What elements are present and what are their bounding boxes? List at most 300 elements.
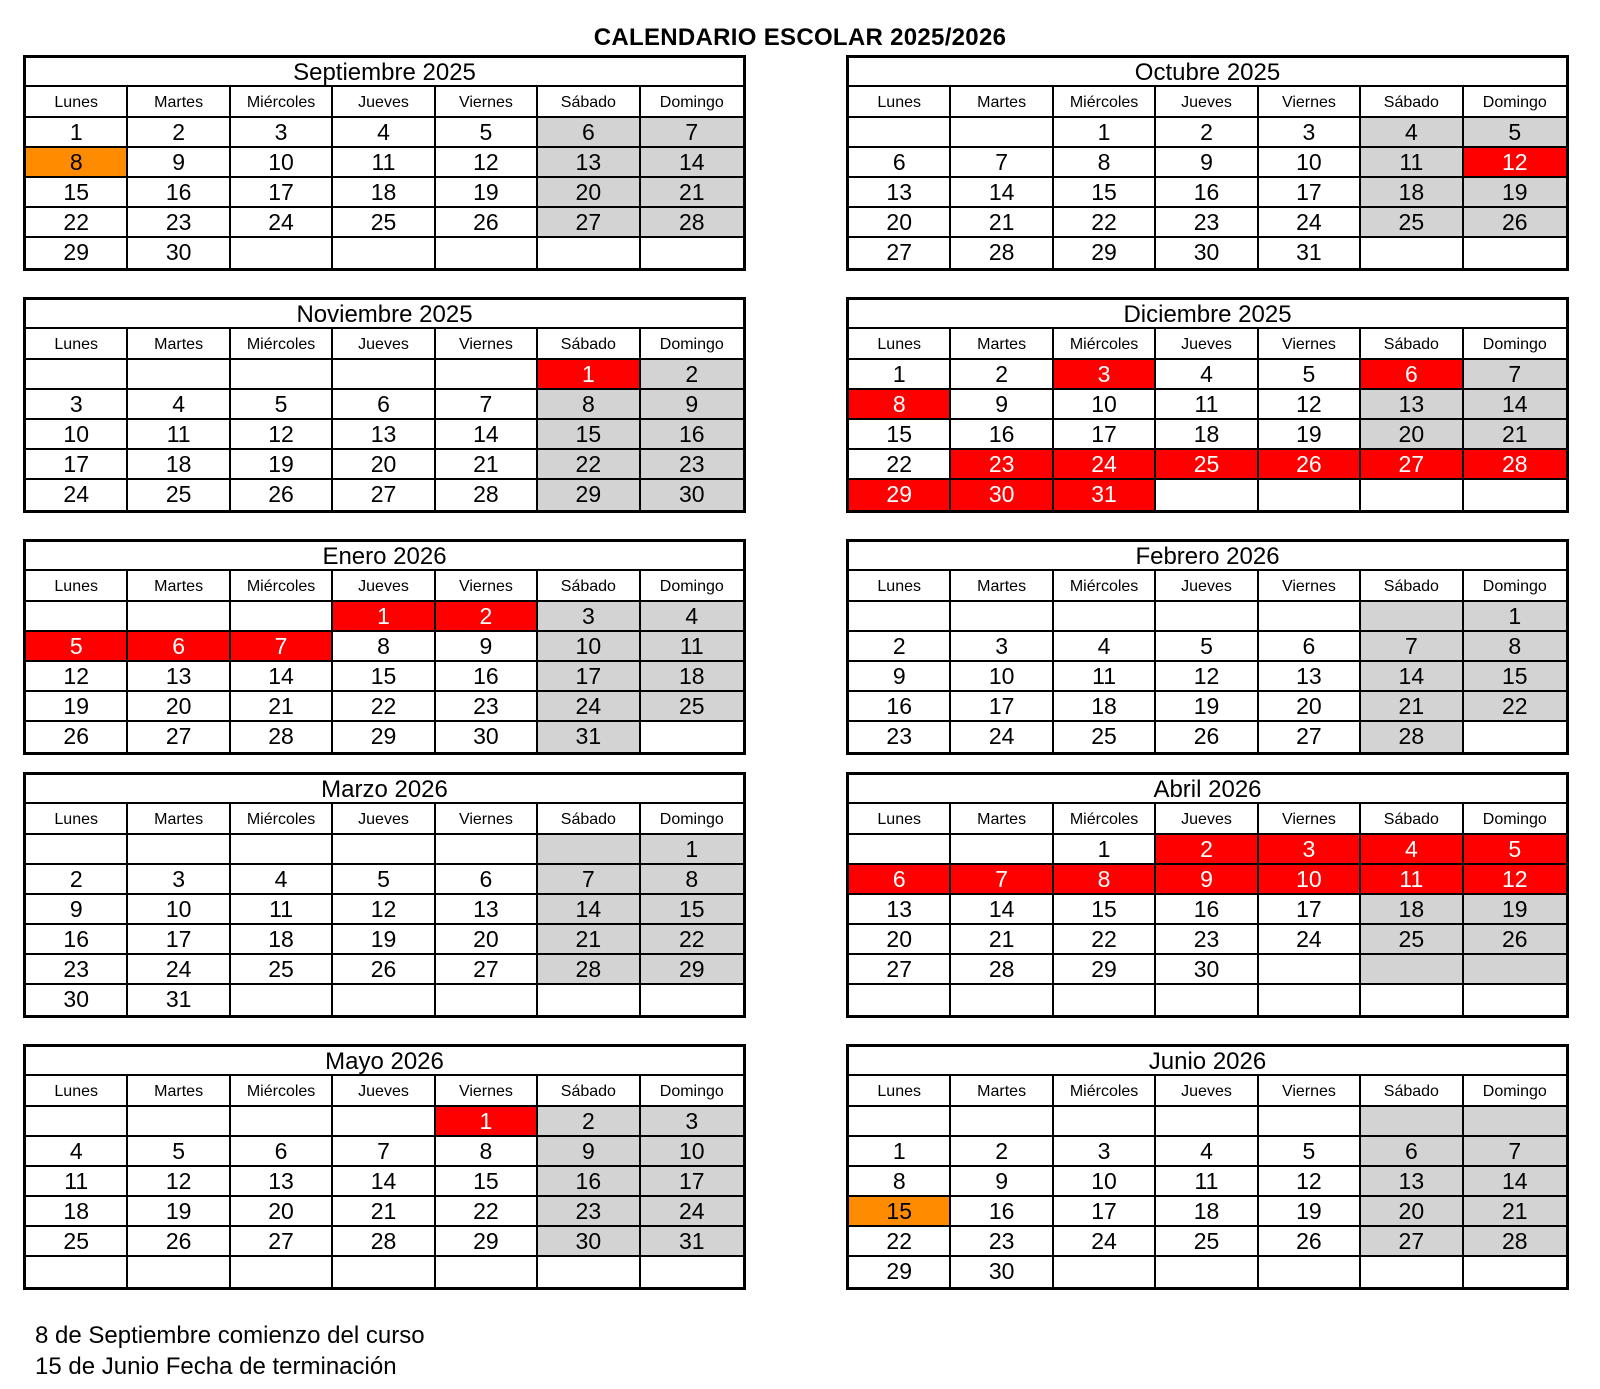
day-cell: 4 <box>1054 632 1156 662</box>
day-cell: 11 <box>1361 865 1463 895</box>
day-cell: 19 <box>1259 1197 1361 1227</box>
day-cell: 5 <box>333 865 435 895</box>
day-cell: 12 <box>26 662 128 692</box>
day-cell: 30 <box>1156 238 1258 268</box>
weekday-header: Martes <box>128 329 230 360</box>
day-cell: 19 <box>26 692 128 722</box>
day-cell: 4 <box>1361 835 1463 865</box>
weekday-header: Domingo <box>1464 87 1566 118</box>
weekday-header: Viernes <box>1259 329 1361 360</box>
day-cell: 3 <box>641 1107 743 1137</box>
day-cell: 6 <box>849 865 951 895</box>
month-days-grid <box>849 329 1566 510</box>
day-cell: 16 <box>1156 178 1258 208</box>
day-cell: 16 <box>26 925 128 955</box>
day-cell: 4 <box>333 118 435 148</box>
day-cell: 9 <box>641 390 743 420</box>
day-cell: 28 <box>436 480 538 510</box>
day-cell: 23 <box>849 722 951 752</box>
day-cell: 15 <box>1464 662 1566 692</box>
month-10 <box>846 1044 1569 1290</box>
day-cell: 23 <box>1156 925 1258 955</box>
day-cell: 3 <box>538 602 640 632</box>
empty-cell <box>436 238 538 268</box>
weekday-header: Jueves <box>333 804 435 835</box>
empty-cell <box>1156 1107 1258 1137</box>
empty-cell <box>849 835 951 865</box>
day-cell: 1 <box>1054 118 1156 148</box>
empty-cell <box>1464 1257 1566 1287</box>
day-cell: 12 <box>1156 662 1258 692</box>
day-cell: 19 <box>333 925 435 955</box>
month-name: Febrero 2026 <box>849 542 1566 571</box>
day-cell: 19 <box>1259 420 1361 450</box>
weekday-header: Martes <box>128 87 230 118</box>
month-name: Enero 2026 <box>26 542 743 571</box>
day-cell: 28 <box>641 208 743 238</box>
day-cell: 30 <box>951 1257 1053 1287</box>
weekday-header: Viernes <box>1259 87 1361 118</box>
month-days-grid <box>26 1076 743 1287</box>
day-cell: 14 <box>1464 390 1566 420</box>
day-cell: 20 <box>849 208 951 238</box>
day-cell: 1 <box>436 1107 538 1137</box>
weekday-header: Lunes <box>26 1076 128 1107</box>
day-cell: 18 <box>26 1197 128 1227</box>
day-cell: 29 <box>1054 238 1156 268</box>
day-cell: 5 <box>436 118 538 148</box>
day-cell: 29 <box>849 480 951 510</box>
day-cell: 5 <box>128 1137 230 1167</box>
day-cell: 21 <box>231 692 333 722</box>
day-cell: 15 <box>26 178 128 208</box>
day-cell: 1 <box>849 1137 951 1167</box>
day-cell: 3 <box>128 865 230 895</box>
day-cell: 13 <box>231 1167 333 1197</box>
empty-cell <box>1259 602 1361 632</box>
weekday-header: Miércoles <box>1054 329 1156 360</box>
empty-cell <box>231 835 333 865</box>
weekday-header: Jueves <box>333 1076 435 1107</box>
day-cell: 4 <box>1361 118 1463 148</box>
day-cell: 14 <box>538 895 640 925</box>
day-cell: 1 <box>1054 835 1156 865</box>
weekday-header: Jueves <box>1156 804 1258 835</box>
day-cell: 8 <box>1464 632 1566 662</box>
weekday-header: Jueves <box>333 329 435 360</box>
day-cell: 17 <box>1054 420 1156 450</box>
day-cell: 30 <box>951 480 1053 510</box>
weekday-header: Domingo <box>641 87 743 118</box>
weekday-header: Lunes <box>26 87 128 118</box>
day-cell: 13 <box>1361 390 1463 420</box>
day-cell: 28 <box>333 1227 435 1257</box>
empty-cell <box>1361 955 1463 985</box>
day-cell: 27 <box>538 208 640 238</box>
day-cell: 14 <box>1464 1167 1566 1197</box>
day-cell: 16 <box>538 1167 640 1197</box>
day-cell: 12 <box>1464 865 1566 895</box>
note-end: 15 de Junio Fecha de terminación <box>35 1353 397 1380</box>
weekday-header: Sábado <box>1361 87 1463 118</box>
day-cell: 22 <box>436 1197 538 1227</box>
day-cell: 8 <box>333 632 435 662</box>
day-cell: 6 <box>1361 1137 1463 1167</box>
day-cell: 18 <box>1361 895 1463 925</box>
day-cell: 22 <box>849 450 951 480</box>
weekday-header: Lunes <box>26 571 128 602</box>
day-cell: 24 <box>1259 925 1361 955</box>
weekday-header: Domingo <box>1464 571 1566 602</box>
day-cell: 3 <box>231 118 333 148</box>
day-cell: 11 <box>26 1167 128 1197</box>
day-cell: 22 <box>1054 208 1156 238</box>
day-cell: 1 <box>26 118 128 148</box>
day-cell: 9 <box>951 390 1053 420</box>
empty-cell <box>1361 1107 1463 1137</box>
empty-cell <box>1464 722 1566 752</box>
day-cell: 15 <box>1054 895 1156 925</box>
empty-cell <box>538 985 640 1015</box>
month-days-grid <box>849 87 1566 268</box>
empty-cell <box>951 602 1053 632</box>
day-cell: 18 <box>1156 420 1258 450</box>
empty-cell <box>231 1257 333 1287</box>
day-cell: 23 <box>26 955 128 985</box>
day-cell: 8 <box>1054 865 1156 895</box>
day-cell: 12 <box>333 895 435 925</box>
day-cell: 3 <box>1054 1137 1156 1167</box>
empty-cell <box>849 602 951 632</box>
month-name: Septiembre 2025 <box>26 58 743 87</box>
day-cell: 17 <box>231 178 333 208</box>
month-1 <box>23 55 746 271</box>
day-cell: 29 <box>26 238 128 268</box>
day-cell: 1 <box>641 835 743 865</box>
day-cell: 27 <box>849 955 951 985</box>
day-cell: 21 <box>538 925 640 955</box>
empty-cell <box>128 1257 230 1287</box>
weekday-header: Sábado <box>1361 329 1463 360</box>
weekday-header: Miércoles <box>1054 87 1156 118</box>
day-cell: 24 <box>26 480 128 510</box>
day-cell: 25 <box>1054 722 1156 752</box>
empty-cell <box>128 602 230 632</box>
day-cell: 21 <box>951 925 1053 955</box>
month-5 <box>23 539 746 755</box>
day-cell: 11 <box>128 420 230 450</box>
day-cell: 4 <box>641 602 743 632</box>
day-cell: 24 <box>1259 208 1361 238</box>
weekday-header: Martes <box>951 329 1053 360</box>
day-cell: 5 <box>1464 835 1566 865</box>
day-cell: 6 <box>333 390 435 420</box>
weekday-header: Miércoles <box>231 329 333 360</box>
day-cell: 7 <box>951 148 1053 178</box>
weekday-header: Martes <box>128 571 230 602</box>
day-cell: 13 <box>538 148 640 178</box>
day-cell: 19 <box>436 178 538 208</box>
empty-cell <box>1361 985 1463 1015</box>
day-cell: 26 <box>128 1227 230 1257</box>
day-cell: 5 <box>26 632 128 662</box>
day-cell: 10 <box>231 148 333 178</box>
day-cell: 2 <box>1156 118 1258 148</box>
empty-cell <box>436 835 538 865</box>
day-cell: 18 <box>641 662 743 692</box>
day-cell: 10 <box>128 895 230 925</box>
day-cell: 8 <box>1054 148 1156 178</box>
empty-cell <box>231 1107 333 1137</box>
empty-cell <box>951 985 1053 1015</box>
empty-cell <box>231 602 333 632</box>
day-cell: 6 <box>231 1137 333 1167</box>
empty-cell <box>951 1107 1053 1137</box>
day-cell: 22 <box>1464 692 1566 722</box>
empty-cell <box>1361 602 1463 632</box>
empty-cell <box>849 1107 951 1137</box>
day-cell: 25 <box>1361 208 1463 238</box>
day-cell: 17 <box>641 1167 743 1197</box>
day-cell: 7 <box>1464 1137 1566 1167</box>
day-cell: 10 <box>641 1137 743 1167</box>
day-cell: 16 <box>951 1197 1053 1227</box>
day-cell: 4 <box>128 390 230 420</box>
day-cell: 17 <box>1054 1197 1156 1227</box>
day-cell: 3 <box>1054 360 1156 390</box>
day-cell: 13 <box>333 420 435 450</box>
day-cell: 18 <box>128 450 230 480</box>
day-cell: 24 <box>128 955 230 985</box>
day-cell: 27 <box>128 722 230 752</box>
note-start: 8 de Septiembre comienzo del curso <box>35 1322 425 1349</box>
day-cell: 27 <box>849 238 951 268</box>
empty-cell <box>1156 480 1258 510</box>
day-cell: 16 <box>1156 895 1258 925</box>
day-cell: 11 <box>1054 662 1156 692</box>
day-cell: 20 <box>231 1197 333 1227</box>
month-name: Octubre 2025 <box>849 58 1566 87</box>
empty-cell <box>436 985 538 1015</box>
day-cell: 24 <box>1054 1227 1156 1257</box>
day-cell: 21 <box>641 178 743 208</box>
day-cell: 10 <box>26 420 128 450</box>
weekday-header: Lunes <box>849 571 951 602</box>
empty-cell <box>26 360 128 390</box>
day-cell: 1 <box>1464 602 1566 632</box>
month-days-grid <box>26 87 743 268</box>
day-cell: 29 <box>1054 955 1156 985</box>
empty-cell <box>1054 985 1156 1015</box>
weekday-header: Martes <box>128 804 230 835</box>
day-cell: 6 <box>128 632 230 662</box>
day-cell: 24 <box>1054 450 1156 480</box>
day-cell: 8 <box>641 865 743 895</box>
weekday-header: Jueves <box>1156 87 1258 118</box>
day-cell: 25 <box>128 480 230 510</box>
day-cell: 9 <box>128 148 230 178</box>
day-cell: 16 <box>849 692 951 722</box>
day-cell: 20 <box>128 692 230 722</box>
empty-cell <box>333 238 435 268</box>
day-cell: 28 <box>951 955 1053 985</box>
day-cell: 15 <box>849 1197 951 1227</box>
empty-cell <box>1054 1107 1156 1137</box>
day-cell: 8 <box>538 390 640 420</box>
weekday-header: Miércoles <box>231 1076 333 1107</box>
day-cell: 15 <box>436 1167 538 1197</box>
day-cell: 12 <box>1259 1167 1361 1197</box>
day-cell: 14 <box>641 148 743 178</box>
day-cell: 18 <box>333 178 435 208</box>
day-cell: 16 <box>436 662 538 692</box>
weekday-header: Viernes <box>436 329 538 360</box>
day-cell: 27 <box>436 955 538 985</box>
weekday-header: Domingo <box>641 1076 743 1107</box>
month-name: Abril 2026 <box>849 775 1566 804</box>
day-cell: 26 <box>1464 925 1566 955</box>
weekday-header: Sábado <box>1361 571 1463 602</box>
day-cell: 4 <box>26 1137 128 1167</box>
empty-cell <box>641 985 743 1015</box>
day-cell: 20 <box>436 925 538 955</box>
day-cell: 7 <box>1361 632 1463 662</box>
day-cell: 25 <box>1156 1227 1258 1257</box>
day-cell: 3 <box>1259 835 1361 865</box>
day-cell: 7 <box>231 632 333 662</box>
day-cell: 28 <box>1361 722 1463 752</box>
day-cell: 6 <box>436 865 538 895</box>
page-title: CALENDARIO ESCOLAR 2025/2026 <box>593 24 1007 51</box>
day-cell: 21 <box>1464 1197 1566 1227</box>
empty-cell <box>1259 480 1361 510</box>
day-cell: 1 <box>849 360 951 390</box>
empty-cell <box>1156 1257 1258 1287</box>
day-cell: 7 <box>1464 360 1566 390</box>
day-cell: 9 <box>1156 148 1258 178</box>
empty-cell <box>951 118 1053 148</box>
day-cell: 30 <box>128 238 230 268</box>
day-cell: 13 <box>436 895 538 925</box>
day-cell: 12 <box>436 148 538 178</box>
month-name: Mayo 2026 <box>26 1047 743 1076</box>
weekday-header: Jueves <box>333 571 435 602</box>
empty-cell <box>538 238 640 268</box>
weekday-header: Martes <box>951 571 1053 602</box>
day-cell: 4 <box>231 865 333 895</box>
day-cell: 9 <box>538 1137 640 1167</box>
weekday-header: Viernes <box>436 1076 538 1107</box>
day-cell: 23 <box>1156 208 1258 238</box>
day-cell: 29 <box>436 1227 538 1257</box>
day-cell: 11 <box>1156 1167 1258 1197</box>
empty-cell <box>538 1257 640 1287</box>
month-days-grid <box>26 571 743 752</box>
weekday-header: Domingo <box>641 329 743 360</box>
weekday-header: Lunes <box>26 804 128 835</box>
weekday-header: Lunes <box>849 329 951 360</box>
day-cell: 10 <box>1054 1167 1156 1197</box>
day-cell: 10 <box>1259 148 1361 178</box>
day-cell: 30 <box>641 480 743 510</box>
month-9 <box>23 1044 746 1290</box>
day-cell: 18 <box>231 925 333 955</box>
day-cell: 23 <box>951 1227 1053 1257</box>
empty-cell <box>1464 238 1566 268</box>
day-cell: 2 <box>641 360 743 390</box>
month-name: Junio 2026 <box>849 1047 1566 1076</box>
empty-cell <box>641 1257 743 1287</box>
day-cell: 25 <box>333 208 435 238</box>
weekday-header: Martes <box>951 1076 1053 1107</box>
day-cell: 14 <box>951 895 1053 925</box>
day-cell: 28 <box>231 722 333 752</box>
empty-cell <box>1464 480 1566 510</box>
day-cell: 18 <box>1361 178 1463 208</box>
day-cell: 4 <box>1156 1137 1258 1167</box>
day-cell: 9 <box>1156 865 1258 895</box>
day-cell: 11 <box>231 895 333 925</box>
weekday-header: Domingo <box>641 804 743 835</box>
month-days-grid <box>849 804 1566 1015</box>
weekday-header: Jueves <box>1156 571 1258 602</box>
day-cell: 15 <box>538 420 640 450</box>
empty-cell <box>231 360 333 390</box>
empty-cell <box>538 835 640 865</box>
day-cell: 26 <box>26 722 128 752</box>
weekday-header: Sábado <box>1361 1076 1463 1107</box>
day-cell: 13 <box>128 662 230 692</box>
day-cell: 20 <box>333 450 435 480</box>
day-cell: 15 <box>849 420 951 450</box>
empty-cell <box>641 238 743 268</box>
empty-cell <box>128 835 230 865</box>
day-cell: 31 <box>1259 238 1361 268</box>
day-cell: 18 <box>1054 692 1156 722</box>
day-cell: 19 <box>1156 692 1258 722</box>
day-cell: 14 <box>1361 662 1463 692</box>
weekday-header: Lunes <box>849 804 951 835</box>
empty-cell <box>333 835 435 865</box>
day-cell: 8 <box>26 148 128 178</box>
day-cell: 19 <box>231 450 333 480</box>
empty-cell <box>1259 985 1361 1015</box>
weekday-header: Lunes <box>849 87 951 118</box>
day-cell: 26 <box>333 955 435 985</box>
day-cell: 9 <box>26 895 128 925</box>
day-cell: 2 <box>538 1107 640 1137</box>
weekday-header: Miércoles <box>1054 804 1156 835</box>
empty-cell <box>128 1107 230 1137</box>
empty-cell <box>1464 1107 1566 1137</box>
weekday-header: Domingo <box>1464 804 1566 835</box>
day-cell: 4 <box>1156 360 1258 390</box>
empty-cell <box>26 602 128 632</box>
day-cell: 10 <box>1259 865 1361 895</box>
day-cell: 28 <box>951 238 1053 268</box>
day-cell: 15 <box>1054 178 1156 208</box>
day-cell: 31 <box>538 722 640 752</box>
day-cell: 31 <box>641 1227 743 1257</box>
day-cell: 9 <box>436 632 538 662</box>
day-cell: 21 <box>436 450 538 480</box>
day-cell: 3 <box>26 390 128 420</box>
weekday-header: Lunes <box>26 329 128 360</box>
day-cell: 23 <box>538 1197 640 1227</box>
day-cell: 11 <box>333 148 435 178</box>
day-cell: 25 <box>231 955 333 985</box>
day-cell: 28 <box>1464 1227 1566 1257</box>
